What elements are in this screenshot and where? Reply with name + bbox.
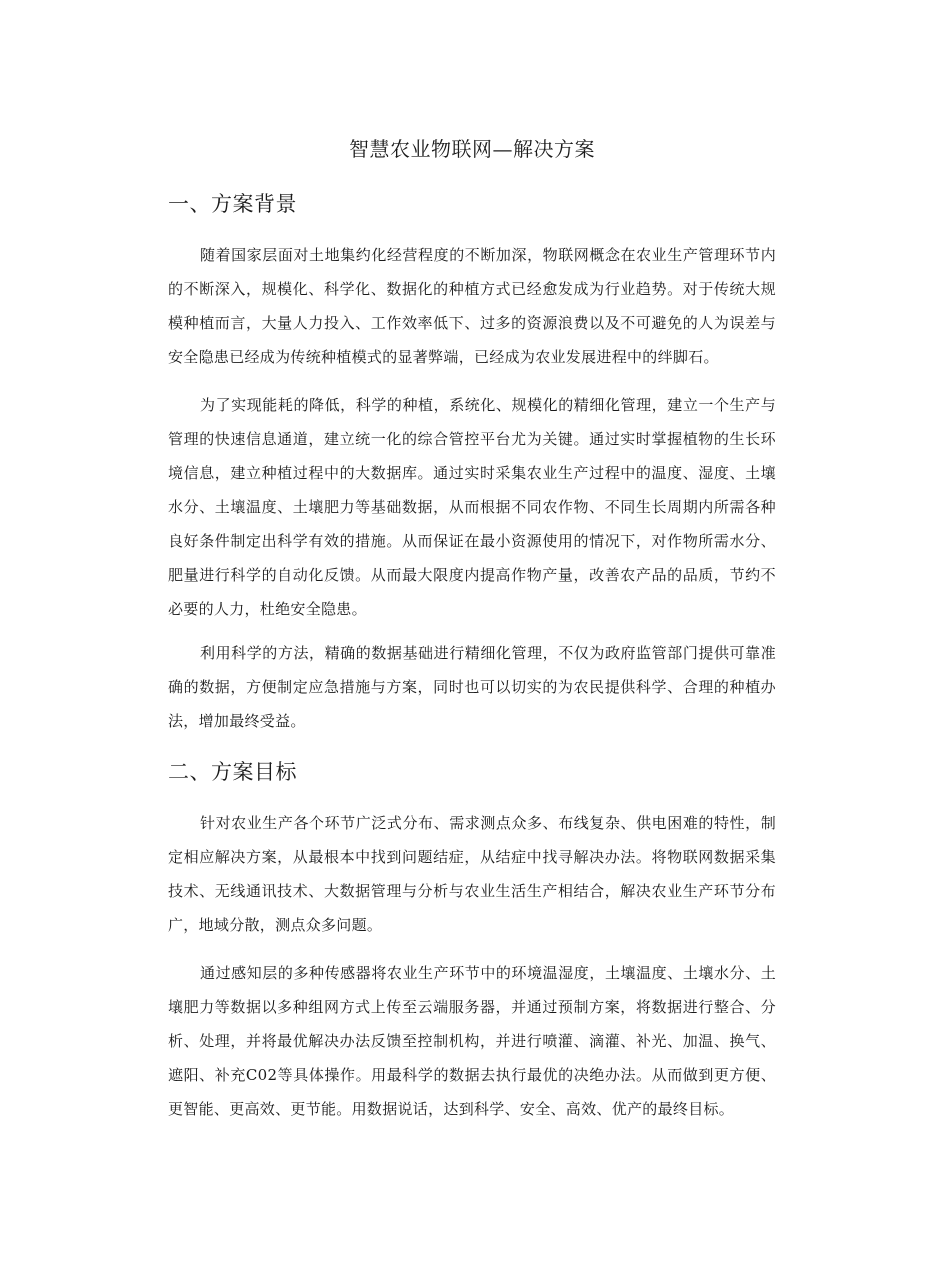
section-heading-background: 一、方案背景: [168, 192, 297, 216]
paragraph-goals-2: 通过感知层的多种传感器将农业生产环节中的环境温湿度，土壤温度、土壤水分、土壤肥力等数据以多种组网方式上传至云端服务器，并通过预制方案，将数据进行整合、分析、处理，并将最优解决办法反馈至控制机构，并进行喷灌、滴灌、补光、加温、换气、遮阳、补充C02等具体操作。用最科学的数据去执行最优的决绝办法。从而做到更方便、更智能、更高效、更节能。用数据说话，达到科学、安全、高效、优产的最终目标。: [168, 964, 776, 1118]
section-heading-goals: 二、方案目标: [168, 760, 297, 784]
document-title: 智慧农业物联网—解决方案: [349, 137, 595, 161]
paragraph-background-1: 随着国家层面对土地集约化经营程度的不断加深，物联网概念在农业生产管理环节内的不断深入，规模化、科学化、数据化的种植方式已经愈发成为行业趋势。对于传统大规模种植而言，大量人力投入、工作效率低下、过多的资源浪费以及不可避免的人为误差与安全隐患已经成为传统种植模式的显著弊端，已经成为农业发展进程中的绊脚石。: [168, 246, 776, 366]
paragraph-goals-1: 针对农业生产各个环节广泛式分布、需求测点众多、布线复杂、供电困难的特性，制定相应解决方案，从最根本中找到问题结症，从结症中找寻解决办法。将物联网数据采集技术、无线通讯技术、大数据管理与分析与农业生活生产相结合，解决农业生产环节分布广，地域分散，测点众多问题。: [168, 814, 776, 934]
paragraph-background-2: 为了实现能耗的降低，科学的种植，系统化、规模化的精细化管理，建立一个生产与管理的快速信息通道，建立统一化的综合管控平台尤为关键。通过实时掌握植物的生长环境信息，建立种植过程中的大数据库。通过实时采集农业生产过程中的温度、湿度、土壤水分、土壤温度、土壤肥力等基础数据，从而根据不同农作物、不同生长周期内所需各种良好条件制定出科学有效的措施。从而保证在最小资源使用的情况下，对作物所需水分、肥量进行科学的自动化反馈。从而最大限度内提高作物产量，改善农产品的品质，节约不必要的人力，杜绝安全隐患。: [168, 396, 776, 618]
paragraph-background-3: 利用科学的方法，精确的数据基础进行精细化管理，不仅为政府监管部门提供可靠准确的数据，方便制定应急措施与方案，同时也可以切实的为农民提供科学、合理的种植办法，增加最终受益。: [168, 644, 776, 730]
